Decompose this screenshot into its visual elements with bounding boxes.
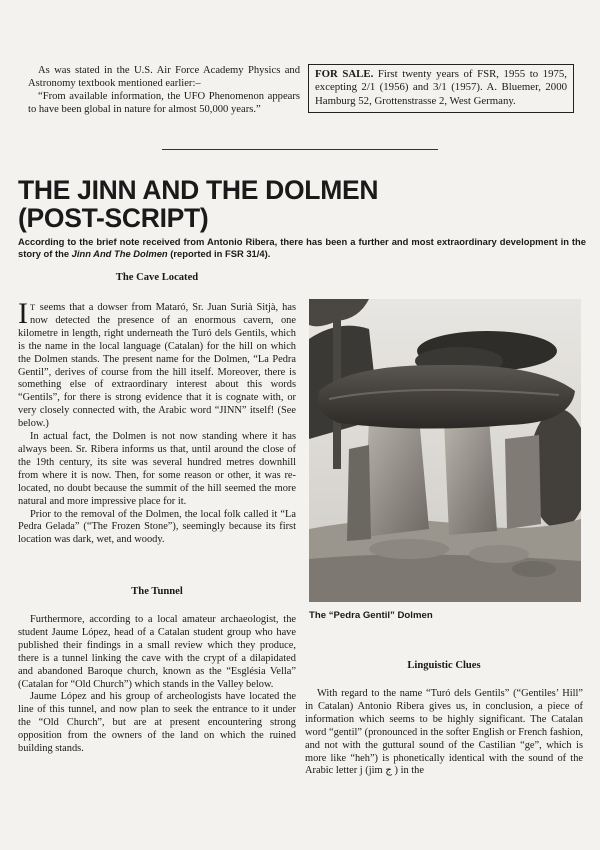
lede-italic-title: Jinn And The Dolmen [71, 248, 168, 259]
title-line-2: (POST-SCRIPT) [18, 203, 209, 233]
article-lede [18, 236, 586, 260]
heading-cave-located: The Cave Located [115, 272, 199, 283]
paragraph [18, 297, 296, 431]
section-cave-located [18, 297, 296, 547]
section-divider [162, 149, 438, 150]
for-sale-ad [308, 64, 574, 113]
heading-tunnel: The Tunnel [131, 586, 183, 597]
lede-text-b: (reported in FSR 31/4). [167, 248, 271, 259]
section-linguistic-clues [305, 688, 583, 778]
dolmen-photo [309, 299, 581, 602]
article-title [18, 176, 588, 232]
intro-block [28, 64, 300, 116]
small-caps: T [30, 302, 36, 312]
heading-linguistic-clues: Linguistic Clues [407, 660, 481, 671]
title-line-1: THE JINN AND THE DOLMEN [18, 175, 379, 205]
dolmen-photo-illustration [309, 299, 581, 602]
paragraph: With regard to the name “Turó dels Gentils” (“Gentiles’ Hill” in Catalan) Antonio Ribera gives us, in conclusion, a piece of information which seems to be highly significant. The Catalan word “gentil” (pronounced in the softer English or French fashion, and not with the guttural sound of the Castilian “ge”, which is more like “heh”) is phonetically identical with the sound of the Arabic letter j (jim ج ) in the [305, 688, 583, 777]
paragraph: In actual fact, the Dolmen is not now standing where it has always been. Sr. Ribera informs us that, until around the close of the 19th century, its site was several hundred metres downhill from where it is now. Then, for some reason or other, it was re-located, no doubt because the summit of the hill seemed the more natural and more impressive place for it. [18, 431, 296, 507]
paragraph: Prior to the removal of the Dolmen, the local folk called it “La Pedra Gelada” (“The Frozen Stone”), seemingly because its first location was dark, wet, and woody. [18, 508, 296, 546]
photo-caption: The “Pedra Gentil” Dolmen [309, 610, 433, 621]
for-sale-label: FOR SALE. [315, 68, 374, 80]
section-tunnel [18, 614, 296, 756]
paragraph: Jaume López and his group of archeologists have located the line of this tunnel, and now plan to seek the entrance to it under the “Old Church”, but are at present encountering strong opposition from the owners of the land on which the ruined building stands. [18, 691, 296, 755]
intro-paragraph: As was stated in the U.S. Air Force Academy Physics and Astronomy textbook mentioned earlier:– [28, 65, 300, 89]
intro-quote: “From available information, the UFO Phenomenon appears to have been global in nature for almost 50,000 years.” [28, 91, 300, 115]
drop-cap: I [18, 297, 28, 330]
paragraph-text: seems that a dowser from Mataró, Sr. Juan Surià Sitjà, has now detected the presence of an enormous cavern, one kilometre in length, right underneath the Turó dels Gentils, which is the name in the local language (Catalan) for the hill on which the Dolmen stands. The present name for the Dolmen, “La Pedra Gentil”, derives of course from the hill itself. Moreover, there is something else of extraordinary interest about this words “Gentils”, for there is strong evidence that it is cognate with, or very closely connected with, the Arabic word “JINN” itself! (See below.) [18, 302, 296, 430]
for-sale-text: First twenty years of FSR, 1955 to 1975, excepting 2/1 (1956) and 3/1 (1957). A. Bluemer, 2000 Hamburg 52, Grottenstrasse 2, West Germany. [315, 68, 567, 107]
lede-text-a: According to the brief note received from Antonio Ribera, there has been a further and most extraordinary development in the story of the [18, 236, 586, 259]
paragraph: Furthermore, according to a local amateur archaeologist, the student Jaume López, head of a Catalan student group who have published their findings in a small review which they produce, there is a tunnel linking the cave with the crypt of a dilapidated and abandoned Baroque church, known as the “Església Vella” (Catalan for “Old Church”) which stands in the Valley below. [18, 614, 296, 690]
